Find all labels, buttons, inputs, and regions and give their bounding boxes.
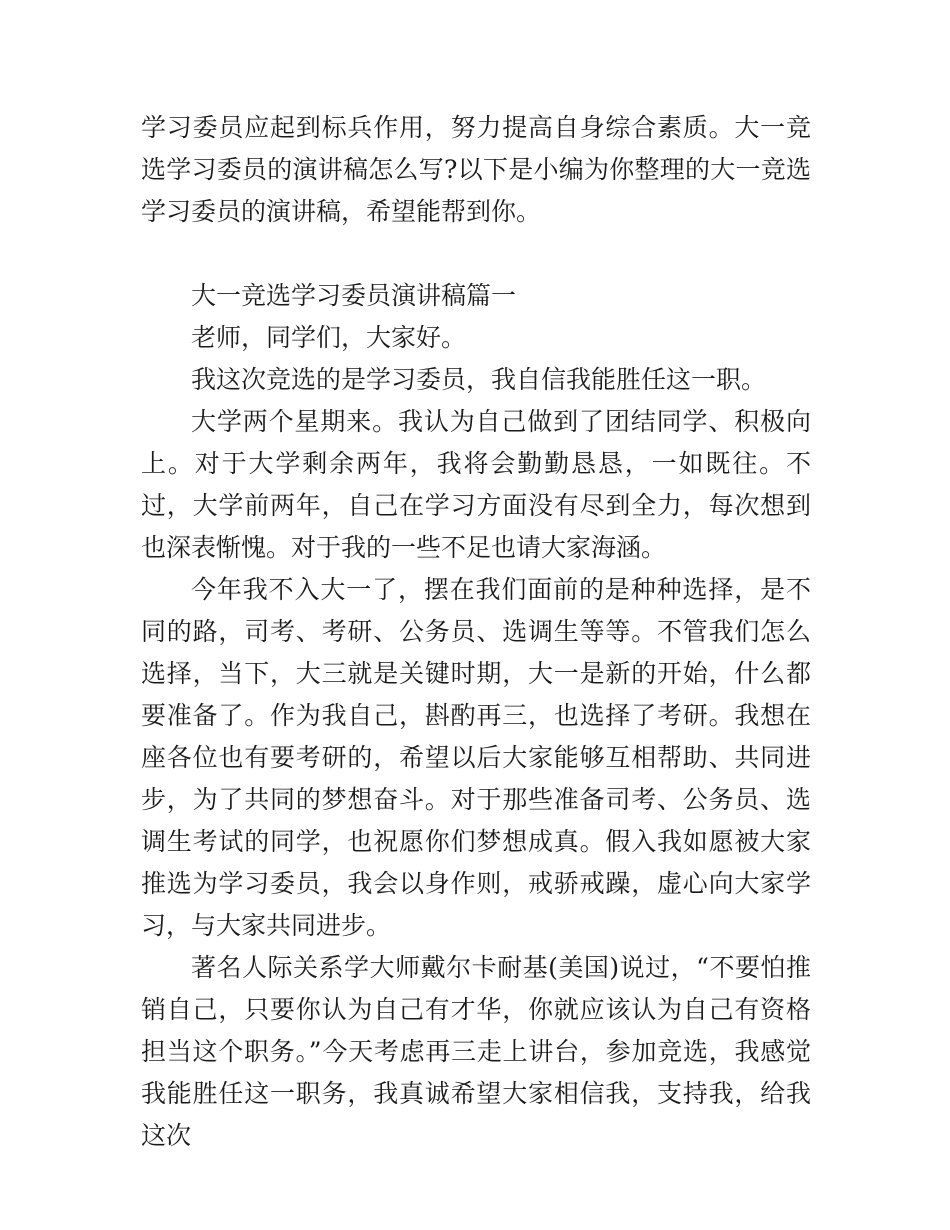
body-paragraph: 大学两个星期来。我认为自己做到了团结同学、积极向上。对于大学剩余两年，我将会勤勤恳恳，一如既往。不过，大学前两年，自己在学习方面没有尽到全力，每次想到也深表惭愧。对于我的一些不足也请大家海涵。	[141, 407, 811, 562]
body-paragraph: 今年我不入大一了，摆在我们面前的是种种选择，是不同的路，司考、考研、公务员、选调生等等。不管我们怎么选择，当下，大三就是关键时期，大一是新的开始，什么都要准备了。作为我自己，斟酌再三，也选择了考研。我想在座各位也有要考研的，希望以后大家能够互相帮助、共同进步，为了共同的梦想奋斗。对于那些准备司考、公务员、选调生考试的同学，也祝愿你们梦想成真。假入我如愿被大家推选为学习委员，我会以身作则，戒骄戒躁，虚心向大家学习，与大家共同进步。	[141, 575, 811, 940]
document-body	[141, 107, 811, 1157]
section-heading: 大一竞选学习委员演讲稿篇一	[191, 281, 517, 310]
body-paragraph: 著名人际关系学大师戴尔卡耐基(美国)说过，“不要怕推销自己，只要你认为自己有才华，你就应该认为自己有资格担当这个职务。”今天考虑再三走上讲台，参加竞选，我感觉我能胜任这一职务，我真诚希望大家相信我，支持我，给我这次	[141, 953, 811, 1150]
intro-paragraph: 学习委员应起到标兵作用，努力提高自身综合素质。大一竞选学习委员的演讲稿怎么写?以下是小编为你整理的大一竞选学习委员的演讲稿，希望能帮到你。	[141, 113, 811, 226]
body-paragraph: 我这次竞选的是学习委员，我自信我能胜任这一职。	[191, 365, 767, 394]
greeting-paragraph: 老师，同学们，大家好。	[191, 323, 467, 352]
